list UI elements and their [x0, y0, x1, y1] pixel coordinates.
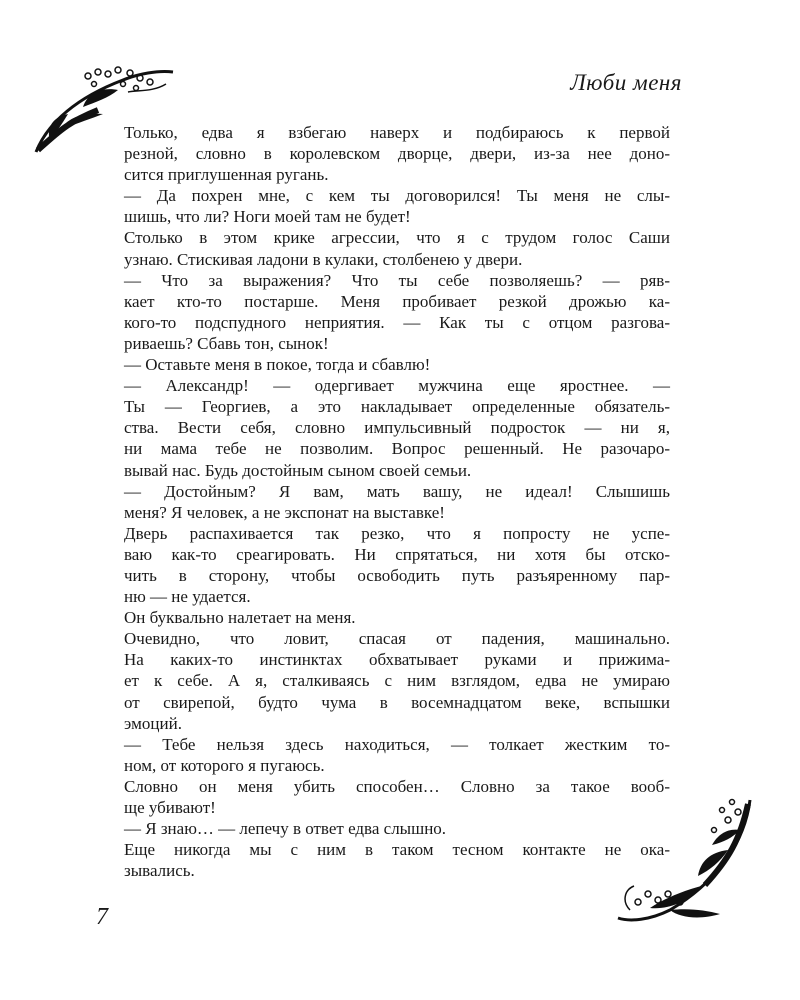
text-line: резной, словно в королевском дворце, двери, из-за нее доно-	[124, 144, 670, 164]
paragraph	[124, 628, 670, 733]
text-line: — Что за выражения? Что ты себе позволяешь? — ряв-	[124, 270, 670, 290]
paragraph	[124, 481, 670, 523]
text-line: эмоций.	[124, 713, 182, 733]
paragraph	[124, 776, 670, 818]
text-line: сится приглушенная ругань.	[124, 165, 329, 185]
text-line: — Достойным? Я вам, мать вашу, не идеал! Слышишь	[124, 481, 670, 501]
paragraph	[124, 818, 670, 839]
text-line: — Да похрен мне, с кем ты договорился! Ты меня не слы-	[124, 186, 670, 206]
text-line: зывались.	[124, 861, 195, 881]
floral-ornament-bottom-right	[610, 790, 760, 930]
text-line: — Я знаю… — лепечу в ответ едва слышно.	[124, 819, 447, 839]
text-line: На каких-то инстинктах обхватывает руками и прижима-	[124, 650, 670, 670]
text-line: меня? Я человек, а не экспонат на выставке!	[124, 502, 445, 522]
body-text	[124, 122, 670, 881]
page-number: 7	[96, 904, 108, 930]
text-line: шишь, что ли? Ноги моей там не будет!	[124, 207, 411, 227]
text-line: Столько в этом крике агрессии, что я с трудом голос Саши	[124, 228, 670, 248]
text-line: узнаю. Стискивая ладони в кулаки, столбенею у двери.	[124, 249, 523, 269]
text-line: Ты — Георгиев, а это накладывает определенные обязатель-	[124, 397, 670, 417]
text-line: Он буквально налетает на меня.	[124, 608, 356, 628]
text-line: Еще никогда мы с ним в таком тесном контакте не ока-	[124, 840, 670, 860]
paragraph	[124, 607, 670, 628]
text-line: кает кто-то постарше. Меня пробивает резкой дрожью ка-	[124, 291, 670, 311]
paragraph	[124, 354, 670, 375]
text-line: от свирепой, будто чума в восемнадцатом веке, вспышки	[124, 692, 670, 712]
text-line: — Оставьте меня в покое, тогда и сбавлю!	[124, 355, 431, 375]
text-line: Дверь распахивается так резко, что я попросту не успе-	[124, 523, 670, 543]
text-line: кого-то подспудного неприятия. — Как ты с отцом разгова-	[124, 312, 670, 332]
paragraph	[124, 270, 670, 354]
paragraph	[124, 734, 670, 776]
text-line: ню — не удается.	[124, 587, 251, 607]
paragraph	[124, 839, 670, 881]
paragraph	[124, 122, 670, 185]
text-line: — Тебе нельзя здесь находиться, — толкает жестким то-	[124, 734, 670, 754]
text-line: чить в сторону, чтобы освободить путь разъяренному пар-	[124, 565, 670, 585]
paragraph	[124, 375, 670, 480]
text-line: ства. Вести себя, словно импульсивный подросток — ни я,	[124, 418, 670, 438]
running-title: Люби меня	[570, 70, 682, 95]
text-line: Только, едва я взбегаю наверх и подбираюсь к первой	[124, 123, 670, 142]
text-line: вывай нас. Будь достойным сыном своей семьи.	[124, 460, 472, 480]
text-line: Очевидно, что ловит, спасая от падения, машинально.	[124, 629, 670, 649]
text-line: ет к себе. А я, сталкиваясь с ним взглядом, едва не умираю	[124, 671, 670, 691]
text-line: Словно он меня убить способен… Словно за такое вооб-	[124, 776, 670, 796]
text-line: ни мама тебе не позволим. Вопрос решенный. Не разочаро-	[124, 439, 670, 459]
paragraph	[124, 227, 670, 269]
text-line: ваю как-то среагировать. Ни спрятаться, ни хотя бы отско-	[124, 544, 670, 564]
text-line: — Александр! — одергивает мужчина еще яростнее. —	[124, 376, 670, 396]
paragraph	[124, 185, 670, 227]
text-line: ном, от которого я пугаюсь.	[124, 755, 325, 775]
text-line: ще убивают!	[124, 798, 216, 817]
paragraph	[124, 523, 670, 607]
text-line: риваешь? Сбавь тон, сынок!	[124, 333, 329, 353]
